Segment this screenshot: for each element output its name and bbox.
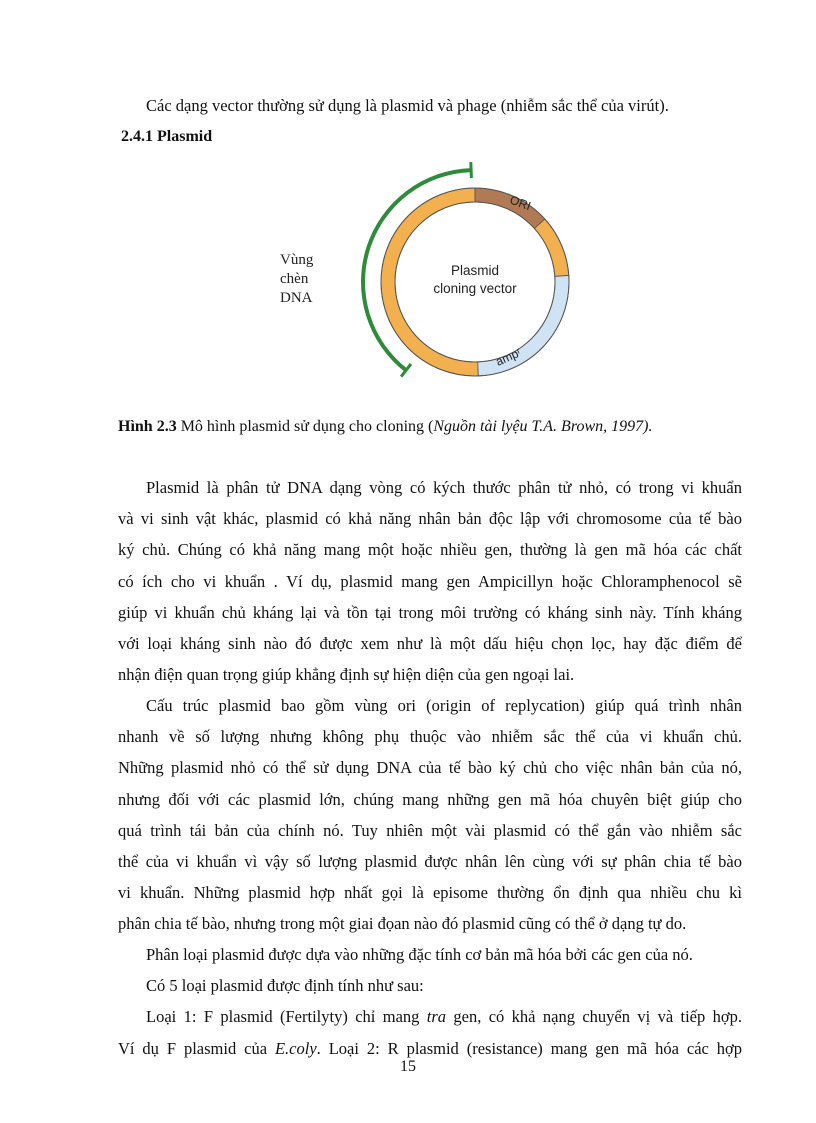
insert-label-line-1: Vùng: [280, 252, 314, 268]
intro-text: Các dạng vector thường sử dụng là plasmid và phage (nhiễm sắc thể của virút).: [146, 96, 669, 115]
paragraph-line: với loại kháng sinh nào đó được xem như là một dấu hiệu chọn lọc, hay đặc điểm để: [118, 633, 742, 653]
paragraph-line: Phân loại plasmid được dựa vào những đặc tính cơ bản mã hóa bởi các gen của nó.: [146, 945, 693, 964]
insert-label-line-3: DNA: [280, 290, 313, 306]
paragraph-3: [118, 939, 742, 1064]
paragraph-line: ký chủ. Chúng có khả năng mang một hoặc nhiều gen, thường là gen mã hóa các chất: [118, 540, 742, 560]
caption-label: Hình 2.3: [118, 418, 177, 435]
paragraph-line: vi khuẩn. Những plasmid hợp nhất gọi là episome thường ổn định qua nhiều chu kì: [118, 883, 742, 903]
caption-source: Nguồn tài lyệu T.A. Brown, 1997).: [433, 418, 653, 435]
ori-segment: [475, 188, 545, 228]
page-number: 15: [400, 1058, 416, 1075]
paragraph-line: Plasmid là phân tử DNA dạng vòng có kých thước phân tử nhỏ, có trong vi khuẩn: [146, 478, 742, 497]
plasmid-diagram: [270, 152, 580, 392]
insert-label-line-2: chèn: [280, 271, 309, 287]
paragraph-line: phân chia tế bào, nhưng trong một giai đọan nào đó plasmid cũng có thể ở dạng tự do.: [118, 914, 687, 934]
paragraph-line: nhận điện quan trọng giúp khẳng định sự hiện diện của gen ngoại lai.: [118, 665, 575, 685]
paragraph-line: và vi sinh vật khác, plasmid có khả năng nhân bản độc lập với chromosome của tế bào: [118, 509, 742, 529]
center-label-line-1: Plasmid: [450, 263, 500, 278]
paragraph-line: quá trình tái bản của chính nó. Tuy nhiên một vài plasmid có thể gắn vào nhiễm sắc: [118, 820, 742, 840]
inline-italic: tra: [426, 1007, 447, 1027]
paragraph-2: [118, 690, 742, 940]
bracket-tick-top: [471, 162, 472, 178]
paragraph-line: nhưng đối với các plasmid lớn, chúng mang những gen mã hóa chuyên biệt giúp cho: [118, 789, 742, 809]
inline-text: Ví dụ F plasmid của: [118, 1038, 275, 1058]
inline-text: Loại 1: F plasmid (Fertilyty) chỉ mang: [146, 1007, 427, 1027]
paragraph-line: Có 5 loại plasmid được định tính như sau:: [146, 976, 424, 996]
inline-italic: E.coly: [274, 1038, 317, 1058]
center-label-line-2: cloning vector: [433, 281, 517, 296]
paragraph-line: nhanh về số lượng nhưng không phụ thuộc vào nhiễm sắc thể của vi khuẩn chủ.: [118, 727, 742, 747]
section-heading: 2.4.1 Plasmid: [121, 128, 213, 145]
paragraph-line: có ích cho vi khuẩn . Ví dụ, plasmid mang gen Ampicillyn hoặc Chloramphenocol sẽ: [118, 571, 742, 591]
inline-text: . Loại 2: R plasmid (resistance) mang gen mã hóa các hợp: [316, 1038, 742, 1058]
paragraph-line: giúp vi khuẩn chủ kháng lại và tồn tại trong môi trường có kháng sinh này. Tính kháng: [118, 602, 742, 622]
amp-label: ampʳ: [493, 345, 524, 369]
paragraph-line: Cấu trúc plasmid bao gồm vùng ori (origin of replycation) giúp quá trình nhân: [146, 696, 742, 715]
paragraph-line: Những plasmid nhỏ có thể sử dụng DNA của tế bào ký chủ cho việc nhân bản của nó,: [118, 758, 742, 778]
paragraph-1: [118, 472, 742, 690]
caption-text: Mô hình plasmid sử dụng cho cloning (: [176, 418, 434, 435]
inline-text: gen, có khả nạng chuyển vị và tiếp hợp.: [446, 1007, 742, 1027]
ori-label: ORI: [507, 192, 533, 214]
figure-caption: [118, 417, 652, 437]
paragraph-line: thể của vi khuẩn vì vậy số lượng plasmid được nhân lên cùng với sự phân chia tế bào: [118, 851, 742, 871]
paragraph-line: [118, 1001, 742, 1032]
